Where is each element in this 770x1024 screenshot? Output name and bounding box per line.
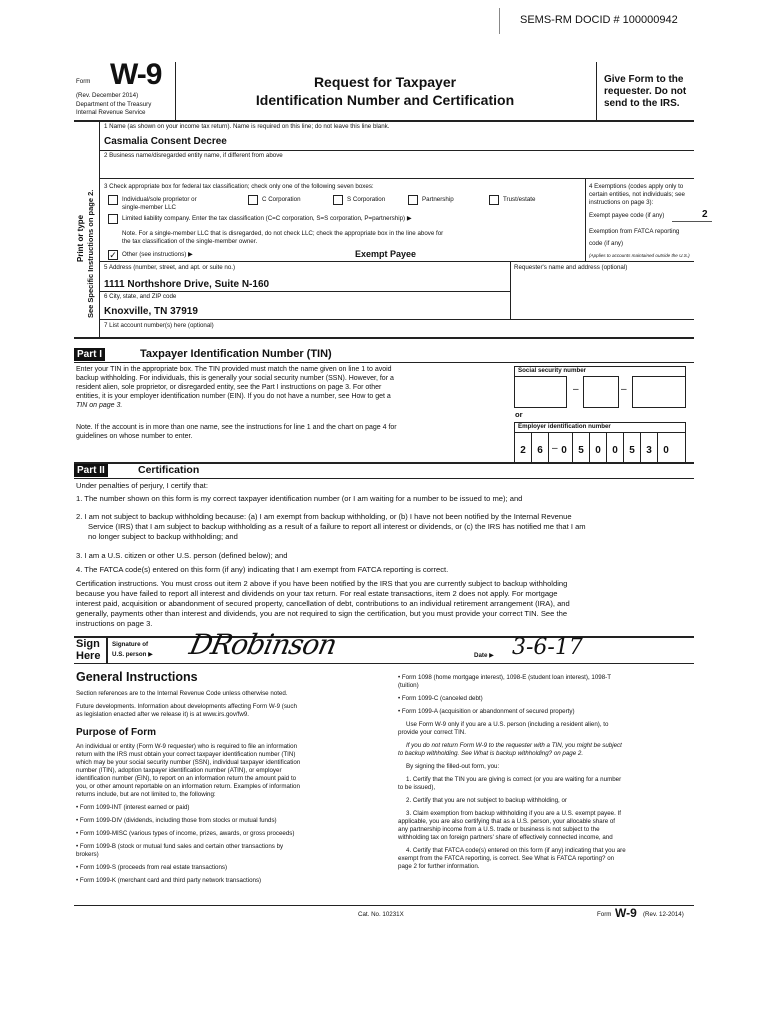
right-claim-3a: 3. Claim exemption from backup withholding if you are a U.S. exempt payee. If [406, 810, 621, 817]
ein-digit-1: 2 [520, 445, 526, 456]
cert-instructions-5: instructions on page 3. [76, 619, 153, 628]
bullet-1099-k: • Form 1099-K (merchant card and third party network transactions) [76, 877, 262, 884]
checkbox-individual[interactable] [108, 195, 118, 205]
cert-instructions-4: generally, payments other than interest and dividends, you are not required to sign the certification, but you must provide your correct TIN. See the [76, 609, 568, 618]
line5-rule [99, 291, 510, 292]
part1-para-4: entities, it is your employer identification number (EIN). If you do not have a number, see How to get a [76, 393, 391, 400]
right-claim-3d: withholding tax on foreign partners' share of effectively connected income, and [398, 834, 613, 841]
ssn-label: Social security number [518, 367, 587, 374]
purpose-line-2: return with the IRS must obtain your correct taxpayer identification number (TIN) [76, 751, 296, 758]
checkbox-trust[interactable] [489, 195, 499, 205]
line7-label: 7 List account number(s) here (optional) [104, 322, 214, 329]
purpose-title: Purpose of Form [76, 727, 157, 738]
line5-label: 5 Address (number, street, and apt. or suite no.) [104, 264, 236, 271]
right-1098-2: (tuition) [398, 682, 419, 689]
date-label: Date ▶ [474, 652, 494, 659]
form-title-line2: Identification Number and Certification [255, 92, 515, 108]
cert-instructions-1: Certification instructions. You must cross out item 2 above if you have been notified by the IRS that you are currently subject to backup withholding [76, 579, 568, 588]
signature-field[interactable]: DRobinson [186, 628, 340, 661]
exempt-payee-label: Exempt payee code (if any) [589, 212, 665, 219]
city-state-zip-field[interactable]: Knoxville, TN 37919 [104, 306, 198, 317]
right-by-signing: By signing the filled-out form, you: [406, 763, 500, 770]
bullet-1099-div: • Form 1099-DIV (dividends, including those from stocks or mutual funds) [76, 817, 277, 824]
form-number: W-9 [110, 58, 162, 91]
form-title-line1: Request for Taxpayer [313, 74, 457, 90]
exemptions-h1: 4 Exemptions (codes apply only to [589, 183, 684, 190]
line2-rule [99, 178, 694, 179]
purpose-line-3: which may be your social security number (SSN), individual taxpayer identification [76, 759, 301, 766]
gen-future-dev-1: Future developments. Information about developments affecting Form W-9 (such [76, 703, 297, 710]
right-claim-3b: applicable, you are also certifying that as a U.S. person, your allocable share of [398, 818, 616, 825]
give-form-line3: send to the IRS. [604, 98, 680, 109]
right-1099-a: • Form 1099-A (acquisition or abandonment of secured property) [398, 708, 575, 715]
give-form-line1: Give Form to the [604, 74, 684, 85]
header-divider-right [596, 62, 597, 120]
cert-instructions-3: interest paid, acquisition or abandonment of secured property, cancellation of debt, contributions to an individual retirement arrangement (IRA), and [76, 599, 570, 608]
ein-digit-6: 0 [612, 445, 618, 456]
cert-intro: Under penalties of perjury, I certify that: [76, 481, 208, 490]
dept-treasury: Department of the Treasury [76, 101, 152, 108]
individual-label-2: single-member LLC [122, 204, 176, 211]
part1-note-1: Note. If the account is in more than one name, see the instructions for line 1 and the chart on page 4 for [76, 424, 397, 431]
s-corp-label: S Corporation [347, 196, 386, 203]
footer-form-label: Form [597, 911, 612, 918]
us-person-label: U.S. person ▶ [112, 651, 153, 658]
sign-label: Sign [76, 638, 100, 650]
checkbox-partnership[interactable] [408, 195, 418, 205]
part1-label: Part I [74, 348, 105, 361]
part2-title: Certification [138, 464, 200, 476]
side-see-instructions: See Specific Instructions on page 2. [86, 189, 95, 318]
payee-code-underline [672, 221, 712, 222]
right-fatca-4b: exempt from the FATCA reporting, is correct. See What is FATCA reporting? on [398, 855, 615, 862]
here-label: Here [76, 650, 101, 662]
cert-item-3: 3. I am a U.S. citizen or other U.S. person (defined below); and [76, 551, 288, 560]
part1-para-1: Enter your TIN in the appropriate box. The TIN provided must match the name given on line 1 to avoid [76, 366, 392, 373]
other-value[interactable]: Exempt Payee [355, 249, 417, 259]
or-label: or [515, 410, 523, 419]
part1-para-5: TIN on page 3. [76, 402, 123, 409]
purpose-line-1: An individual or entity (Form W-9 requester) who is required to file an information [76, 743, 298, 750]
bullet-1099-b-1: • Form 1099-B (stock or mutual fund sales and certain other transactions by [76, 843, 284, 850]
address-field[interactable]: 1111 Northshore Drive, Suite N-160 [104, 279, 270, 290]
part2-label: Part II [74, 464, 108, 477]
cert-item-1: 1. The number shown on this form is my correct taxpayer identification number (or I am waiting for a number to be issued to me); and [76, 494, 523, 503]
ein-digit-5: 0 [595, 445, 601, 456]
line1-name-field[interactable]: Casmalia Consent Decree [104, 136, 227, 147]
other-label: Other (see instructions) ▶ [122, 251, 193, 258]
cert-item-4: 4. The FATCA code(s) entered on this form (if any) indicating that I am exempt from FATCA reporting is correct. [76, 565, 449, 574]
catalog-number: Cat. No. 10231X [358, 911, 404, 918]
fatca-applies-note: (Applies to accounts maintained outside the U.S.) [589, 253, 690, 258]
header-bottom-rule [74, 120, 694, 122]
line6-label: 6 City, state, and ZIP code [104, 293, 177, 300]
ssn-dash-2: – [621, 384, 627, 395]
right-fatca-4a: 4. Certify that FATCA code(s) entered on this form (if any) indicating that you are [406, 847, 626, 854]
line3-label: 3 Check appropriate box for federal tax classification; check only one of the following seven boxes: [104, 183, 374, 190]
line1-label: 1 Name (as shown on your income tax return). Name is required on this line; do not leave this line blank. [104, 123, 390, 130]
sign-divider [106, 636, 108, 663]
exempt-payee-code[interactable]: 2 [702, 209, 708, 220]
ssn-dash-1: – [573, 384, 579, 395]
purpose-line-6: you, or other amount reportable on an information return. Examples of information [76, 783, 300, 790]
right-use-w9-2: provide your correct TIN. [398, 729, 466, 736]
part1-note-2: guidelines on whose number to enter. [76, 433, 193, 440]
gen-future-dev-2: as legislation enacted after we release it) is at www.irs.gov/fw9. [76, 711, 249, 718]
line7-rule [74, 337, 694, 339]
cert-instructions-2: because you have failed to report all interest and dividends on your tax return. For real estate transactions, item 2 does not apply. For mortgage [76, 589, 558, 598]
part1-rule [74, 362, 694, 363]
form-revision: (Rev. December 2014) [76, 92, 139, 99]
right-use-w9-1: Use Form W-9 only if you are a U.S. person (including a resident alien), to [406, 721, 609, 728]
cert-item-2b: Service (IRS) that I am subject to backup withholding as a result of a failure to report all interest or dividends, or (c) the IRS has notified me that I am [88, 522, 586, 531]
footer-rule [74, 905, 694, 906]
checkbox-c-corp[interactable] [248, 195, 258, 205]
partnership-label: Partnership [422, 196, 454, 203]
fatca-label-1: Exemption from FATCA reporting [589, 228, 680, 235]
ein-cell-divider [548, 432, 549, 462]
side-print-or-type: Print or type [76, 214, 85, 262]
right-claim-3c: any partnership income from a U.S. trade or business is not subject to the [398, 826, 600, 833]
irs-label: Internal Revenue Service [76, 109, 146, 116]
ssn-part-2[interactable] [583, 376, 619, 408]
trust-label: Trust/estate [503, 196, 536, 203]
part1-para-3: resident alien, sole proprietor, or disregarded entity, see the Part I instructions on page 3. For other [76, 384, 382, 391]
purpose-line-7: returns include, but are not limited to, the following: [76, 791, 216, 798]
sign-top-rule [74, 636, 694, 638]
note-line-2: the tax classification of the single-member owner. [122, 238, 258, 245]
footer-form-number: W-9 [615, 906, 637, 920]
ein-digit-9: 0 [663, 445, 669, 456]
date-field[interactable]: 3-6-17 [512, 635, 583, 660]
right-certify-2: 2. Certify that you are not subject to backup withholding, or [406, 797, 567, 804]
llc-label: Limited liability company. Enter the tax classification (C=C corporation, S=S corporation, P=partnership) ▶ [122, 215, 412, 222]
right-1099-c: • Form 1099-C (canceled debt) [398, 695, 483, 702]
general-instructions-title: General Instructions [76, 670, 198, 684]
ein-dash: – [552, 443, 558, 454]
exemptions-h3: instructions on page 3): [589, 199, 654, 206]
requester-divider [510, 261, 511, 319]
ein-digit-8: 3 [646, 445, 652, 456]
part1-title: Taxpayer Identification Number (TIN) [140, 348, 332, 360]
doc-id: SEMS-RM DOCID # 100000942 [520, 14, 678, 26]
right-backup-1: If you do not return Form W-9 to the requester with a TIN, you might be subject [406, 742, 622, 749]
exemptions-divider [585, 178, 586, 261]
bullet-1099-misc: • Form 1099-MISC (various types of income, prizes, awards, or gross proceeds) [76, 830, 295, 837]
checkbox-llc[interactable] [108, 214, 118, 224]
ein-digit-7: 5 [629, 445, 635, 456]
right-certify-1a: 1. Certify that the TIN you are giving is correct (or you are waiting for a number [406, 776, 622, 783]
cert-item-2a: 2. I am not subject to backup withholding because: (a) I am exempt from backup withholding, or (b) I have not been notified by the Internal Revenue [76, 512, 572, 521]
purpose-line-4: number (ITIN), adoption taxpayer identification number (ATIN), or employer [76, 767, 282, 774]
line3-rule [99, 261, 694, 262]
purpose-line-5: identification number (EIN), to report on an information return the amount paid to [76, 775, 297, 782]
note-line-1: Note. For a single-member LLC that is disregarded, do not check LLC; check the appropriate box in the line above for [122, 230, 444, 237]
bullet-1099-int: • Form 1099-INT (interest earned or paid) [76, 804, 190, 811]
right-backup-2: to backup withholding. See What is backup withholding? on page 2. [398, 750, 584, 757]
ein-digit-2: 6 [537, 445, 543, 456]
signature-of-label: Signature of [112, 641, 149, 648]
ein-label: Employer identification number [518, 423, 611, 430]
exemptions-h2: certain entities, not individuals; see [589, 191, 685, 198]
bullet-1099-b-2: brokers) [76, 851, 99, 858]
c-corp-label: C Corporation [262, 196, 301, 203]
ein-digit-3: 0 [561, 445, 567, 456]
part1-para-2: backup withholding. For individuals, this is generally your social security number (SSN). However, for a [76, 375, 394, 382]
line1-rule [99, 150, 694, 151]
checkbox-s-corp[interactable] [333, 195, 343, 205]
fatca-label-2: code (if any) [589, 240, 624, 247]
form-label: Form [76, 78, 91, 85]
doc-id-divider [499, 8, 500, 34]
ssn-part-3[interactable] [632, 376, 686, 408]
part2-rule [74, 478, 694, 479]
bullet-1099-s: • Form 1099-S (proceeds from real estate transactions) [76, 864, 228, 871]
requester-label: Requester's name and address (optional) [514, 264, 628, 271]
sign-bottom-rule [74, 663, 694, 664]
right-fatca-4c: page 2 for further information. [398, 863, 480, 870]
ein-digit-4: 5 [578, 445, 584, 456]
individual-label-1: Individual/sole proprietor or [122, 196, 197, 203]
checkbox-other[interactable]: ✓ [109, 250, 117, 260]
cert-item-2c: no longer subject to backup withholding; and [88, 532, 238, 541]
right-certify-1b: to be issued), [398, 784, 436, 791]
side-divider [99, 121, 100, 337]
give-form-line2: requester. Do not [604, 86, 687, 97]
line6-rule [99, 319, 694, 320]
footer-revision: (Rev. 12-2014) [643, 911, 684, 918]
header-divider-left [175, 62, 176, 120]
gen-section-refs: Section references are to the Internal Revenue Code unless otherwise noted. [76, 690, 288, 697]
line2-label: 2 Business name/disregarded entity name, if different from above [104, 152, 283, 159]
ssn-part-1[interactable] [514, 376, 567, 408]
right-1098-1: • Form 1098 (home mortgage interest), 1098-E (student loan interest), 1098-T [398, 674, 611, 681]
